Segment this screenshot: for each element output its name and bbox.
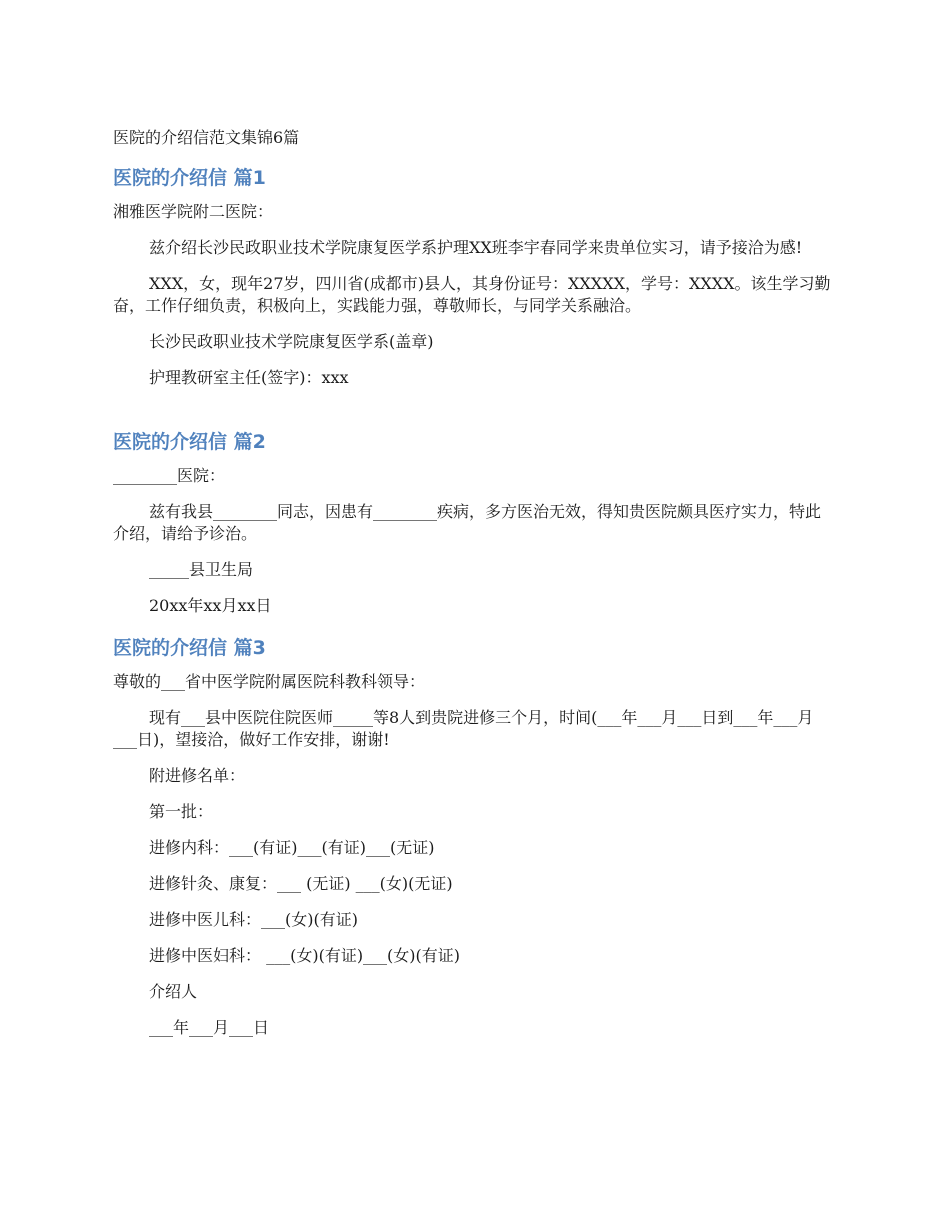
signature-line: 护理教研室主任(签字)：xxx — [149, 368, 349, 387]
body-paragraph: 兹有我县________同志，因患有________疾病，多方医治无效，得知贵医院颇具医疗实力，特此介绍，请给予诊治。 — [113, 502, 822, 543]
letter-section-2 — [113, 429, 833, 631]
list-title: 附进修名单： — [149, 766, 246, 785]
introducer-line: 介绍人 — [149, 982, 198, 1001]
letter-section-1 — [113, 165, 833, 403]
salutation: 湘雅医学院附二医院： — [113, 202, 274, 221]
organization-line: _____县卫生局 — [149, 560, 254, 579]
section-heading-3: 医院的介绍信 篇3 — [113, 637, 266, 659]
list-item: 进修针灸、康复：___ (无证) ___(女)(无证) — [149, 874, 453, 893]
body-paragraph: 兹介绍长沙民政职业技术学院康复医学系护理XX班李宇春同学来贵单位实习，请予接洽为感! — [149, 238, 803, 257]
document-title: 医院的介绍信范文集锦6篇 — [113, 128, 300, 147]
list-item: 进修中医妇科： ___(女)(有证)___(女)(有证) — [149, 946, 461, 965]
body-paragraph: 现有___县中医院住院医师_____等8人到贵院进修三个月，时间(___年___月___日到___年___月___日)，望接洽，做好工作安排，谢谢! — [113, 708, 814, 749]
letter-section-3 — [113, 635, 833, 1053]
batch-label: 第一批： — [149, 802, 214, 821]
section-heading-1: 医院的介绍信 篇1 — [113, 167, 266, 189]
salutation: 尊敬的___省中医学院附属医院科教科领导： — [113, 672, 426, 691]
organization-line: 长沙民政职业技术学院康复医学系(盖章) — [149, 332, 434, 351]
body-paragraph: XXX，女，现年27岁，四川省(成都市)县人，其身份证号：XXXXX，学号：XXXX。该生学习勤奋，工作仔细负责，积极向上，实践能力强，尊敬师长，与同学关系融洽。 — [113, 274, 831, 315]
date-line: 20xx年xx月xx日 — [149, 596, 272, 615]
list-item: 进修中医儿科：___(女)(有证) — [149, 910, 358, 929]
section-heading-2: 医院的介绍信 篇2 — [113, 431, 266, 453]
date-line: ___年___月___日 — [149, 1018, 270, 1037]
salutation: ________医院： — [113, 466, 226, 485]
list-item: 进修内科：___(有证)___(有证)___(无证) — [149, 838, 435, 857]
